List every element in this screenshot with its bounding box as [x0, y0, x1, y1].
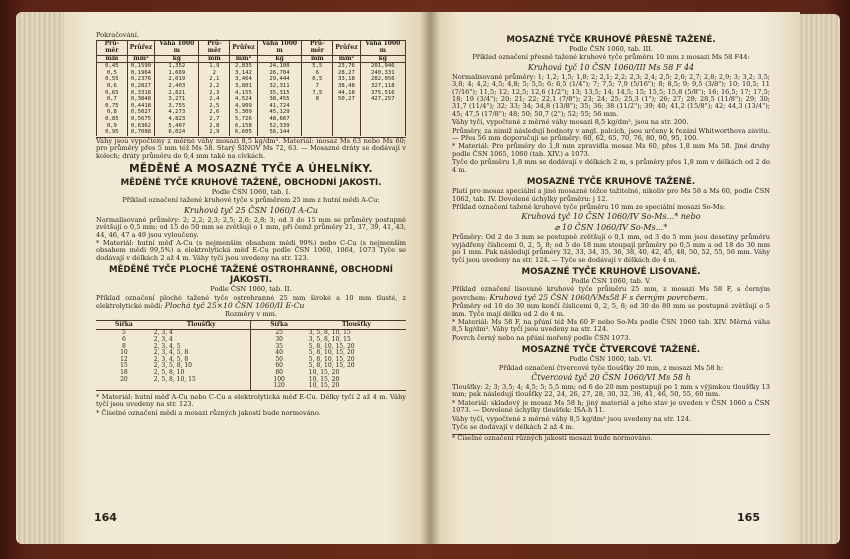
col-header: Prů-měr: [302, 41, 333, 55]
paragraph: Průměry: Od 2 do 3 mm se postupně zvětšují o 0,1 mm, od 3 do 5 mm jsou desetiny průměru vyjádřeny číslicemi 0, 2, 5, 8; od 5 do 18 mm stoupají průměry po 0,5 mm a od 18 do 30 mm po 1 mm. Pak následují průměry 32, 33, 34, 35, 36, 38, 40, 42, 45, 48, 50, 52, 55, 56 mm. Váhy tyčí jsou uvedeny na str. 124. — Tyče se dodávají v délkách do 4 m.: [452, 233, 770, 264]
table-column: 5 6 8 10 12 15 18 20: [120, 329, 128, 383]
col-header: Váha 1000 m: [257, 41, 302, 55]
example-designation: Kruhová tyč 10 ČSN 1060/III Ms 58 F 44: [527, 62, 695, 72]
norm-reference: Podle ČSN 1060, tab. I.: [211, 187, 291, 196]
table-column: 3, 5, 8, 10, 15 3, 5, 8, 10, 15 5, 8, 10, 15, 20 5, 8, 10, 15, 20 5, 8, 10, 15, 20 5, 8, 10, 15, 20 10, 15, 20 10, 15, 20 10, 15, 20: [308, 329, 355, 390]
norm-reference: Podle ČSN 1060, tab. VI.: [569, 355, 653, 364]
example-designation: Kruhová tyč 25 ČSN 1060/VMs58 F s černým povrchem.: [489, 292, 708, 302]
col-header: Prů-měr: [199, 41, 230, 55]
table-column: 1,9 2 2,1 2,2 2,3 2,4 2,5 2,6 2,7 2,8 2,9: [199, 63, 230, 136]
col-header: Prů-měr: [97, 41, 128, 55]
example-intro: Příklad označení ploché tažené tyče ostrohranné 25 mm široké a 10 mm tlusté, z elektrolytické mědi: Plochá tyč 25×10 ČSN 1060/II E-Cu: [96, 293, 406, 310]
page-number: 164: [94, 511, 117, 524]
example-intro: Příklad označení tažené kruhové tyče s průměrem 25 mm z hutní mědi A-Cu:: [122, 196, 380, 205]
col-header: Průřez: [127, 41, 154, 55]
unit-header: mm: [199, 55, 230, 63]
left-page-edges: [16, 12, 64, 544]
example-intro: Příklad označení čtvercové tyče tloušťky 20 mm, z mosazi Ms 58 h:: [498, 363, 724, 372]
section-heading-brass-round: MOSAZNÉ TYČE KRUHOVÉ TAŽENÉ.: [526, 177, 696, 188]
example-intro: Příklad označení tažené kruhové tyče průměru 10 mm ze speciální mosazi So-Ms:: [452, 202, 726, 211]
unit-header: mm²: [333, 55, 360, 63]
paragraph: Váhy tyčí, vypočtené z měrné váhy 8,5 kg/dm³ jsou uvedeny na str. 124.: [452, 414, 692, 423]
table-note: Váhy jsou vypočteny z měrné váhy mosazi 8,5 kg/dm³. Materiál: mosaz Ms 63 nebo Ms 60; pro průměry přes 5 mm též Ms 58. Starý ŠINOV Ms 72, 63. — Mosazné dráty se dodávají v kolech; dráty průměru do 0,4 mm také na cívkách.: [96, 136, 406, 160]
example-designation: ⌀ 10 ČSN 1060/IV So-Ms...*: [554, 223, 668, 233]
unit-header: kg: [257, 55, 302, 63]
right-page: [430, 12, 800, 544]
col-header: Šířka: [251, 320, 307, 330]
col-header: Váha 1000 m: [360, 41, 405, 55]
col-header: Průřez: [333, 41, 360, 55]
col-header: Tloušťky: [152, 320, 251, 330]
unit-header: mm: [302, 55, 333, 63]
norm-reference: Podle ČSN 1060, tab. III.: [569, 45, 653, 53]
paragraph: * Materiál: hutní měď A-Cu (s nejmenším obsahem mědi 99%) nebo C-Cu (s nejmenším obsahem mědi 99,5%) a elektrolytická měď E-Cu podle ČSN 1060, 1064, 1073 Tyče se dodávají v délkách 2 až 4 m. Váhy tyčí jsou uvedeny na str. 123.: [96, 238, 406, 262]
dims-label: Rozměry v mm.: [225, 310, 277, 319]
dimensions-table: [96, 320, 406, 391]
paragraph: Normalisované průměry: 2; 2,2; 2,3; 2,5; 2,6; 2,8; 3; od 3 do 15 mm se průměry postupně zvětšují o 0,5 mm; od 15 do 50 mm se zvětšují o 1 mm, při čemž průměry 21, 37, 39, 41, 43, 44, 46, 47 a 49 jsou vyloučeny.: [96, 215, 406, 239]
right-page-edges: [800, 14, 840, 544]
table-column: 201,946 240,331 282,056 327,118 375,516 427,257: [360, 63, 405, 136]
table-column: 5,5 6 6,5 7 7,5 8: [302, 63, 333, 136]
material-note: * Materiál: hutní měď A-Cu nebo C-Cu a elektrolytická měď E-Cu. Délky tyčí 2 až 4 m. Váhy tyčí jsou uvedeny na str. 123.: [96, 392, 406, 409]
unit-header: kg: [360, 55, 405, 63]
table-column: 23,76 28,27 33,18 38,48 44,18 50,27: [333, 63, 360, 136]
paragraph: Platí pro mosaz speciální a jiné mosazné téžce tažitelné, nikoliv pro Ms 58 a Ms 60, podle ČSN 1062, tab. IV. Dovolené úchylky průměru: j 12.: [452, 187, 770, 203]
paragraph: Váhy tyčí, vypočtené z měrné váhy mosazi 8,5 kg/dm³, jsou na str. 200.: [452, 118, 689, 127]
paragraph: Tyče do průměru 1,8 mm se dodávají v délkách 2 m, s průměry přes 1,8 mm v délkách od 2 do 4 m.: [452, 158, 770, 174]
norm-reference: Podle ČSN 1060, tab. II.: [210, 285, 292, 294]
paragraph: Normalisované průměry: 1; 1,2; 1,5; 1,8; 2; 2,1; 2,2; 2,3; 2,4; 2,5; 2,6; 2,7; 2,8; 2,9; 3; 3,2; 3,5; 3,8; 4; 4,2; 4,5; 4,8; 5; 5,5; 6; 6,5 (1/4"); 7; 7,5; 7,9 (5/16"); 8; 8,5; 9; 9,5 (3/8"); 10; 10,5; 11 (7/16"); 11,5; 12; 12,5; 12,6 (1/2"); 13; 13,5; 14; 14,5; 15; 15,5; 15,8 (5/8"); 16; 16,5; 17; 17,5; 18; 19 (3/4"); 20; 21; 22; 22,1 (7/8"); 23; 24; 25; 25,3 (1"); 26; 27; 28; 28,5 (11/8"); 29; 30; 31,7 (11/4"); 32; 33; 34; 34,8 (13/8"); 35; 36; 38 (11/2"); 39; 40; 41,2 (15/8"); 42; 44,3 (13/4"); 45; 47,5 (17/8"); 48; 50; 50,7 (2"); 52; 55; 56 mm.: [452, 72, 770, 118]
unit-header: mm²: [127, 55, 154, 63]
section-heading-brass-precise: MOSAZNÉ TYČE KRUHOVÉ PŘESNĚ TAŽENÉ.: [506, 35, 716, 45]
col-header: Tloušťky: [307, 320, 406, 330]
paragraph: Průměry, za nimiž následují hodnoty v angl. palcích, jsou určeny k řezání Whitworthova závitu. — Přes 56 mm doporučuji se průměry: 60, 62, 65, 70, 76, 80, 90, 95, 100.: [452, 126, 770, 143]
col-header: Průřez: [230, 41, 257, 55]
unit-header: mm²: [230, 55, 257, 63]
weight-table: [96, 40, 406, 135]
table-column: 2, 3, 4 2, 3, 4 2, 3, 4, 5 2, 3, 4, 5, 8 2, 3, 4, 5, 8 2, 3, 5, 8, 10 2, 5, 8, 10 2, 5, 8, 10, 15: [153, 329, 196, 383]
table-column: 0,1590 0,1964 0,2376 0,2827 0,3318 0,3848 0,4418 0,5027 0,5675 0,6362 0,7088: [127, 63, 154, 136]
table-column: 24,100 26,704 29,444 32,311 35,315 38,455 41,724 45,129 48,667 52,339 56,144: [257, 63, 302, 136]
right-page-content: [452, 32, 770, 444]
example-designation: Plochá tyč 25×10 ČSN 1060/II E-Cu: [164, 301, 305, 310]
left-page-content: [96, 32, 406, 418]
col-header: Šířka: [96, 320, 152, 330]
section-heading-copper-flat: MĚDĚNÉ TYČE PLOCHÉ TAŽENÉ OSTROHRANNÉ, OBCHODNÍ JAKOSTI.: [109, 265, 393, 286]
section-heading-copper-round: MĚDĚNÉ TYČE KRUHOVÉ TAŽENÉ, OBCHODNÍ JAKOSTI.: [120, 177, 382, 188]
example-designation: Kruhová tyč 25 ČSN 1060/I A-Cu: [184, 205, 318, 215]
paragraph: * Materiál: Ms 58 F, na přání též Ms 60 F nebo So-Ms podle ČSN 1060 tab. XIV. Měrná váha 8,5 kg/dm³. Váhy tyčí jsou uvedeny na str. 124.: [452, 317, 770, 334]
example-designation: Kruhová tyč 10 ČSN 1060/IV So-Ms...* nebo: [521, 212, 701, 222]
paragraph: * Materiál: skladový je mosaz Ms 58 h; jiný materiál a jeho stav je uveden v ČSN 1060 a ČSN 1073. — Dovolené úchylky tloušťek: ISA-h 11.: [452, 398, 770, 415]
paragraph: * Materiál: Pro průměry do 1,8 mm zpravidla mosaz Ms 60, přes 1,8 mm Ms 58. Jiné druhy podle ČSN 1065, 1060 (tab. XIV.) a 1073.: [452, 142, 770, 158]
table-column: 25 30 35 40 50 60 80 100 120: [251, 330, 307, 390]
main-heading: MĚDĚNÉ A MOSAZNÉ TYČE A ÚHELNÍKY.: [129, 162, 373, 175]
unit-header: kg: [155, 55, 199, 63]
page-number: 165: [737, 511, 760, 524]
footnote: * Číselné označení různých jakostí mosazi bude normováno.: [452, 434, 770, 442]
table-column: 0,45 0,5 0,55 0,6 0,65 0,7 0,75 0,8 0,85 0,9 0,95: [97, 63, 128, 136]
paragraph: Tyče se dodávají v délkách 2 až 4 m.: [452, 423, 574, 432]
col-header: Váha 1000 m: [155, 41, 199, 55]
continuation-label: Pokračování.: [96, 31, 139, 39]
paragraph: Tloušťky: 2; 3; 3,5; 4; 4,5; 5; 5,5 mm; od 6 do 20 mm postupují po 1 mm s výjimkou tloušťky 13 mm; pak následují tloušťky 22, 24, 26, 27, 28, 30, 32, 36, 41, 46, 50, 55, 60 mm.: [452, 383, 770, 399]
example-designation: Čtvercová tyč 20 ČSN 1060/VI Ms 58 h: [531, 373, 691, 382]
section-heading-brass-pressed: MOSAZNÉ TYČE KRUHOVÉ LISOVANÉ.: [521, 266, 701, 277]
book-gutter: [420, 12, 440, 544]
norm-reference: Podle ČSN 1060, tab. V.: [571, 276, 651, 285]
footnote: * Číselné označení mědi a mosazi různých jakostí bude normováno.: [96, 408, 321, 417]
example-intro: Příklad označení přesně tažené kruhové tyče průměru 10 mm z mosazi Ms 58 F44:: [472, 53, 750, 62]
example-intro: Příklad označení lisované kruhové tyče průměru 25 mm, z mosazi Ms 58 F, s černým povrchem: Kruhová tyč 25 ČSN 1060/VMs58 F s černým povrchem.: [452, 285, 770, 302]
section-heading-brass-square: MOSAZNÉ TYČE ČTVERCOVÉ TAŽENÉ.: [521, 345, 701, 356]
left-page: [64, 12, 430, 544]
paragraph: Průměry od 10 do 30 mm končí číslicemi 0, 2, 5, 8; od 30 do 80 mm se postupně zvětšují o 5 mm. Tyče mají délku od 2 do 4 m.: [452, 302, 770, 318]
table-column: 1,352 1,669 2,019 2,403 2,821 3,271 3,755 4,273 4,823 5,407 6,024: [155, 63, 199, 136]
unit-header: mm: [97, 55, 128, 63]
table-column: 2,835 3,142 3,464 3,801 4,155 4,524 4,909 5,309 5,726 6,158 6,605: [230, 63, 257, 136]
paragraph: Povrch černý nebo na přání mořený podle ČSN 1073.: [452, 333, 631, 342]
